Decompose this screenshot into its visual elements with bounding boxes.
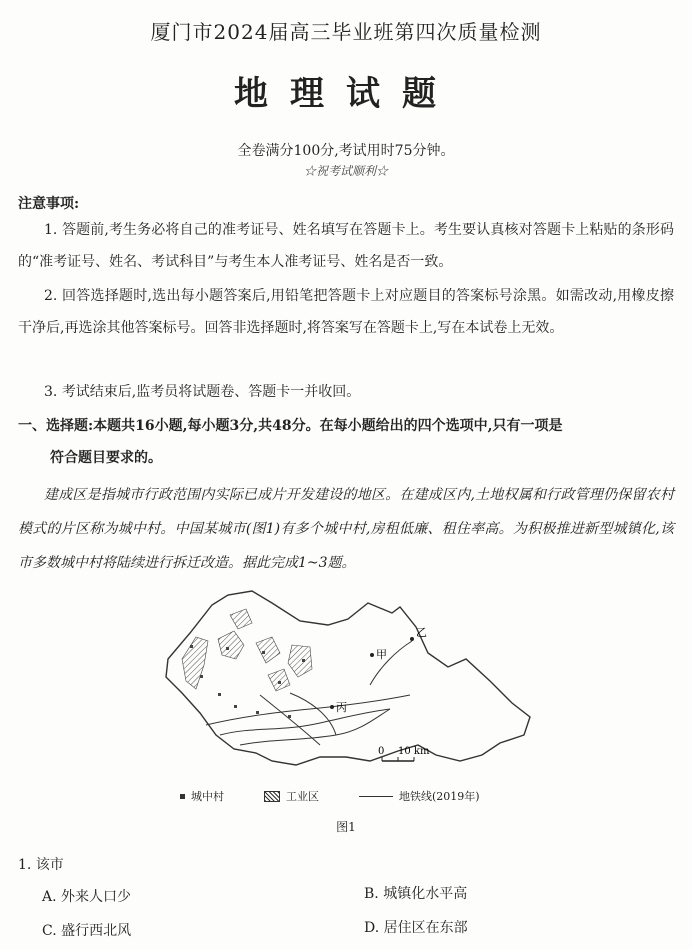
scale-bar [378,746,430,761]
scale-zero: 0 [378,746,385,757]
map-label-yi: 乙 [416,626,427,639]
scale-distance: 10 km [398,746,430,757]
exam-name: 厦门市2024届高三毕业班第四次质量检测 [150,20,542,44]
figure-caption: 图1 [336,820,356,834]
notice-item-1: 1. 答题前,考生务必将自己的准考证号、姓名填写在答题卡上。考生要认真核对答题卡上粘贴的条形码的“准考证号、姓名、考试科目”与考生本人准考证号、姓名是否一致。 [18,222,674,270]
map-label-bing: 丙 [336,701,347,714]
point-yi [410,637,414,641]
legend-village [180,788,224,804]
section-heading-line2: 符合题目要求的。 [50,450,162,466]
city-map [160,585,540,785]
subject-title: 地理试题 [234,74,458,114]
notice-item-2: 2. 回答选择题时,选出每小题答案后,用铅笔把答题卡上对应题目的答案标号涂黑。如需改动,用橡皮擦干净后,再选涂其他答案标号。回答非选择题时,将答案写在答题卡上,写在本试卷上无效。 [18,288,674,336]
legend-metro [359,788,480,804]
wish-text: ☆祝考试顺利☆ [303,164,388,178]
legend-village-label: 城中村 [191,790,224,803]
city-boundary [166,591,530,765]
notice-heading: 注意事项: [18,196,80,212]
section-heading-line1: 一、选择题:本题共16小题,每小题3分,共48分。在每小题给出的四个选项中,只有一项是 [18,418,563,434]
notice-item-3: 3. 考试结束后,监考员将试题卷、答题卡一并收回。 [44,384,361,400]
metro-line-symbol-icon [359,796,393,797]
point-bing [330,705,334,709]
question-1-stem: 1. 该市 [18,857,64,873]
map-label-jia: 甲 [376,648,387,661]
option-a: A. 外来人口少 [42,889,132,905]
question-stem-passage: 建成区是指城市行政范围内实际已成片开发建设的地区。在建成区内,土地权属和行政管理仍保留农村模式的片区称为城中村。中国某城市(图1)有多个城中村,房租低廉、租住率高。为积极推进新型城镇化,该市多数城中村将陆续进行拆迁改造。据此完成1~3题。 [18,487,674,571]
industrial-zones [182,609,312,691]
legend-industrial-label: 工业区 [286,790,319,803]
urban-village-symbol-icon [180,794,185,799]
exam-info: 全卷满分100分,考试用时75分钟。 [237,143,455,159]
legend-industrial [264,788,319,804]
industrial-zone-symbol-icon [264,791,280,802]
option-c: C. 盛行西北风 [42,923,132,939]
legend-metro-label: 地铁线(2019年) [399,790,480,803]
section-heading [18,410,674,474]
map-legend [180,788,480,804]
option-b: B. 城镇化水平高 [364,886,468,902]
point-jia [370,653,374,657]
option-d: D. 居住区在东部 [364,920,468,936]
